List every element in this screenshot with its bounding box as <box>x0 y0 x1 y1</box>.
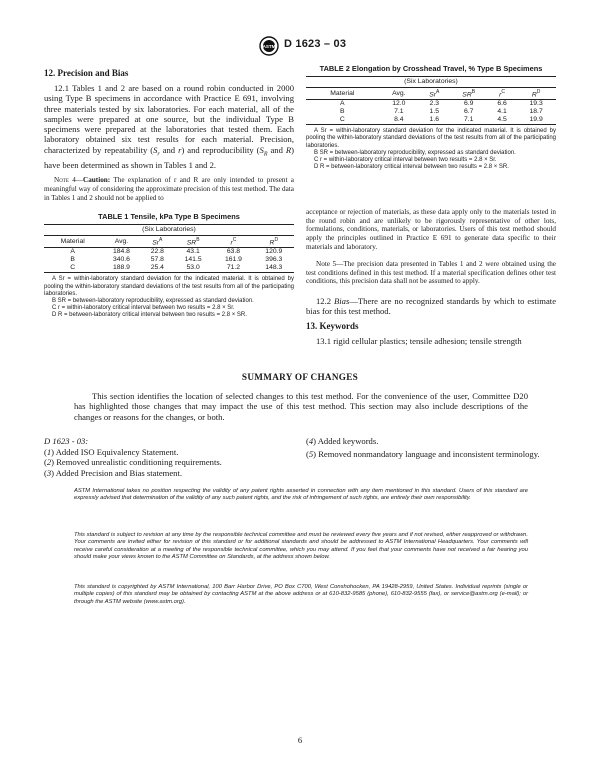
note-4-caution: Caution: <box>83 176 111 185</box>
table-2-footnote: B SR = between-laboratory reproducibility, expressed as standard deviation. <box>314 149 516 156</box>
para-12-1-a: 12.1 Tables 1 and 2 are based on a round robin conducted in 2000 using Type B specimens in accordance with Practice E 691, involving three materials tested by six laboratories. For each material, all of the samples were prepared at one source, but the individual Type B specimens were prepared at the laboratories that tested them. Each laboratory obtained six test results for each material. Precision, characterized by repeatability ($S_r$ and r) and reproducibility ($S_R$ and R) have been determined as shown in Tables 1 and 2. <box>44 83 294 170</box>
summary-title: SUMMARY OF CHANGES <box>241 372 359 382</box>
table-2-header: $Sr^A$ <box>419 88 449 100</box>
table-1-subtitle: (Six Laboratories) <box>44 225 294 236</box>
table-2-grid <box>306 76 556 125</box>
table-row: C 188.9 25.4 53.0 71.2 148.3 <box>44 264 294 273</box>
table-row: A 12.0 2.3 6.9 6.6 19.3 <box>340 100 543 108</box>
table-2-title: TABLE 2 Elongation by Crosshead Travel, % Type B Specimens <box>319 64 543 73</box>
table-2-subtitle: (Six Laboratories) <box>306 77 556 88</box>
table-1-header: $Sr^A$ <box>142 236 173 248</box>
change-item: (2) Removed unrealistic conditioning requirements. <box>44 457 222 467</box>
section-13-heading: 13. Keywords <box>306 321 359 331</box>
table-2-header: $R^D$ <box>516 88 556 100</box>
change-item: (4) Added keywords. <box>306 436 379 446</box>
changes-right-column <box>306 436 556 459</box>
table-2-header-row <box>306 88 556 100</box>
table-row: C 8.4 1.6 7.1 4.5 19.9 <box>306 116 556 125</box>
table-1 <box>44 212 294 319</box>
changes-left-column <box>44 436 294 478</box>
paragraph-12-1 <box>44 83 294 170</box>
table-2 <box>306 64 556 171</box>
change-item: (5) Removed nonmandatory language and inconsistent terminology. <box>306 448 540 459</box>
copyright-notice: This standard is copyrighted by ASTM International, 100 Barr Harbor Drive, PO Box C700, West Conshohocken, PA 19428-2959, United States. Individual reprints (single or multiple copies) of this standard may be obtained by contacting ASTM at the above address or at 610-832-9585 (phone), 610-832-9555 (fax), or service@astm.org (e-mail); or through the ASTM website (www.astm.org). <box>74 584 528 605</box>
table-1-header: $R^D$ <box>254 236 294 248</box>
table-2-header: Material <box>306 88 379 100</box>
table-2-header: $SR^B$ <box>449 88 487 100</box>
standard-designation: D 1623 – 03 <box>284 38 347 50</box>
table-2-footnote: D R = between-laboratory critical interval between two results = 2.8 × SR. <box>314 164 509 171</box>
table-row: B 7.1 1.5 6.7 4.1 18.7 <box>340 108 543 116</box>
table-1-footnote: C r = within-laboratory critical interval between two results = 2.8 × Sr. <box>52 305 235 312</box>
right-column <box>306 64 557 346</box>
table-row: B 340.6 57.8 141.5 161.9 396.3 <box>70 256 283 264</box>
table-2-footnote: A Sr = within-laboratory standard deviation for the indicated material. It is obtained by pooling the within-laboratory standard deviations of the test results from all of the participating laboratories. <box>306 128 556 149</box>
table-1-header: $SR^B$ <box>173 236 213 248</box>
table-1-header: Avg. <box>101 236 141 248</box>
table-1-footnote: D R = between-laboratory critical interval between two results = 2.8 × SR. <box>52 312 247 319</box>
note-4-text: The explanation of r and R are only intended to present a meaningful way of considering the approximate precision of this test method. The data in Tables 1 and 2 should not be applied to <box>44 176 294 202</box>
table-1-header-row <box>44 236 294 248</box>
table-2-header: $r^C$ <box>488 88 516 100</box>
left-column <box>44 68 294 320</box>
page-number: 6 <box>297 735 303 745</box>
changes-version: D 1623 - 03: <box>44 436 89 446</box>
table-1-footnote: B SR = between-laboratory reproducibility, expressed as standard deviation. <box>52 298 254 305</box>
page-header <box>0 36 600 58</box>
table-2-footnote: C r = within-laboratory critical interval between two results = 2.8 × Sr. <box>314 157 497 164</box>
table-2-header: Avg. <box>379 88 419 100</box>
table-1-header: Material <box>44 236 101 248</box>
note-4-continuation: acceptance or rejection of materials, as these data apply only to the materials tested in the round robin and are unlikely to be rigorously representative of other lots, formulations, conditions, materials, or laboratories. Users of this test method should apply the principles outlined in Practice E 691 to generate data specific to their materials and laboratory. <box>306 208 556 251</box>
paragraph-12-2: 12.2 Bias—There are no recognized standards by which to estimate bias for this test method. <box>306 296 557 317</box>
svg-text:ASTM: ASTM <box>262 44 276 49</box>
table-2-footnotes <box>306 128 556 171</box>
change-item: (3) Added Precision and Bias statement. <box>44 467 182 478</box>
note-5: Note 5—The precision data presented in Tables 1 and 2 were obtained using the test conditions defined in this test method. If a material specification defines other test conditions, this precision data shall not be assumed to apply. <box>306 260 556 286</box>
table-1-title: TABLE 1 Tensile, kPa Type B Specimens <box>98 212 240 222</box>
table-row: A 184.8 22.8 43.1 63.8 120.9 <box>70 248 283 256</box>
section-12-heading: 12. Precision and Bias <box>44 68 129 78</box>
note-4-label: Note 4— <box>54 176 84 185</box>
table-1-header: $r^C$ <box>213 236 253 248</box>
change-item: (1) Added ISO Equivalency Statement. <box>44 446 179 457</box>
patent-notice: ASTM International takes no position respecting the validity of any patent rights asserted in connection with any item mentioned in this standard. Users of this standard are expressly advised that determination of the validity of any such patent rights, and the risk of infringement of such rights, are entirely their own responsibility. <box>74 488 528 502</box>
revision-notice: This standard is subject to revision at any time by the responsible technical committee and must be reviewed every five years and if not revised, either reapproved or withdrawn. Your comments are invited either for revision of this standard or for additional standards and should be addressed to ASTM International Headquarters. Your comments will receive careful consideration at a meeting of the responsible technical committee, which you may attend. If you feel that your comments have not received a fair hearing you should make your views known to the ASTM Committee on Standards, at the address shown below. <box>74 532 528 560</box>
paragraph-13-1: 13.1 rigid cellular plastics; tensile adhesion; tensile strength <box>316 336 522 346</box>
astm-logo-icon <box>258 36 280 56</box>
table-1-grid <box>44 224 294 273</box>
note-4 <box>44 176 294 202</box>
table-1-footnotes <box>44 276 294 319</box>
summary-intro: This section identifies the location of selected changes to this test method. For the convenience of the user, Committee D20 has highlighted those changes that may impact the use of this test method. This section may also include descriptions of the changes or reasons for the changes, or both. <box>74 391 528 422</box>
table-1-footnote: A Sr = within-laboratory standard deviation for the indicated material. It is obtained by pooling the within-laboratory standard deviations of the test results from all of the participating laboratories. <box>44 276 294 297</box>
